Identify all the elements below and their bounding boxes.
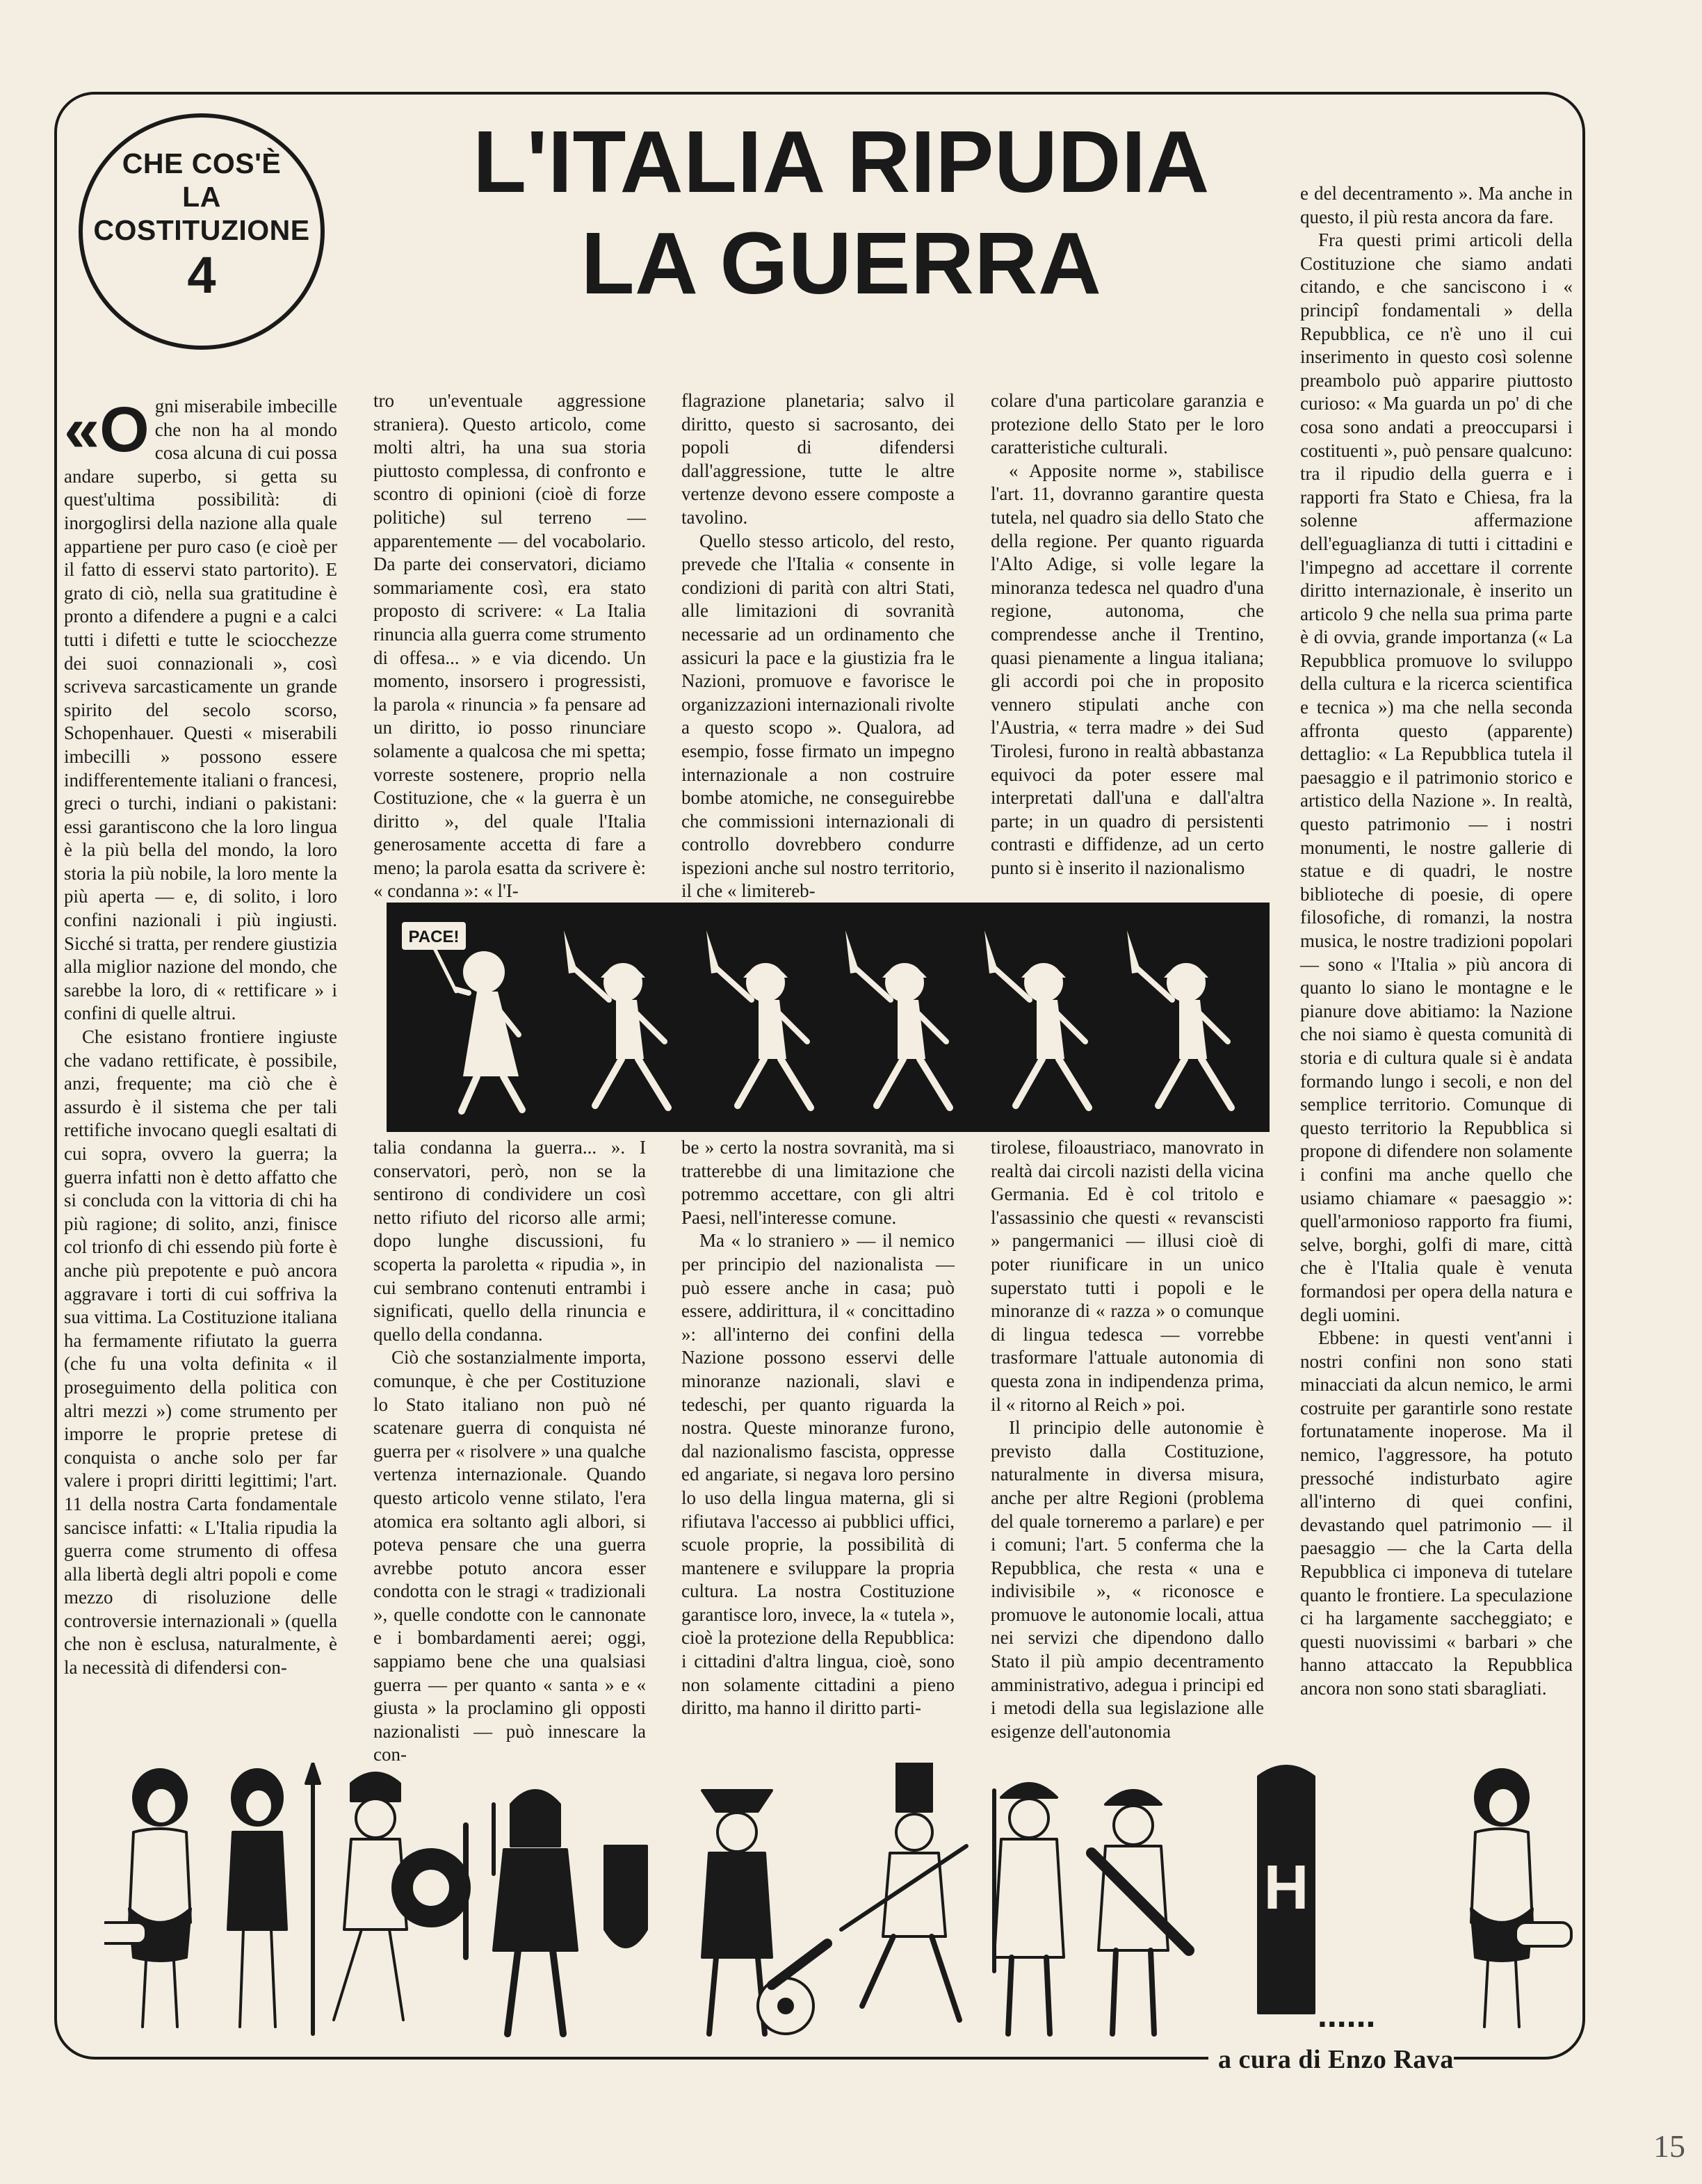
- paragraph: « Apposite norme », stabilisce l'art. 11, dovranno garantire questa tutela, nel quadro sia dello Stato che della regione. Per quanto riguarda l'Alto Adige, si volle legare la minoranza tedesca nel quadro d'una regione, autonoma, che comprendesse anche il Trentino, quasi pienamente a lingua italiana; gli accordi poi che in proposito vennero stipulati anche con l'Austria, « terra madre » dei Sud Tirolesi, furono in realtà abbastanza equivoci da poter essere mal interpretati dall'una e dall'altra parte; in un quadro di persistenti contrasti e diffidenze, ad un certo punto si è inserito il nazionalismo: [991, 460, 1264, 878]
- marching-soldier-figure: [1127, 930, 1231, 1108]
- badge-line-1: CHE COS'È: [122, 147, 282, 179]
- badge-number: 4: [187, 246, 216, 304]
- caveman-figure: [104, 1770, 191, 2027]
- modern-soldier-figure: [1092, 1790, 1189, 2034]
- paragraph: talia condanna la guerra... ». I conservatori, però, non se la sentirono di condividere un così netto rifiuto del ricorso alle armi; dopo lunghe discussioni, fu scoperta la paroletta « ripudia », in cui sembrano contenuti entrambi i significati, quello della rinuncia e quello della condanna.: [373, 1137, 646, 1345]
- paragraph: flagrazione planetaria; salvo il diritto, questo si sacrosanto, dei popoli di difendersi dall'aggressione, tutte le altre vertenze devono essere composte a tavolino.: [681, 390, 955, 528]
- marching-soldier-figure: [845, 930, 950, 1108]
- author-credit: a cura di Enzo Rava: [1208, 2044, 1454, 2075]
- roman-soldier-figure: [334, 1773, 469, 2020]
- knight-figure: [494, 1790, 647, 2034]
- hussar-figure: [841, 1763, 966, 2020]
- column-2-top: [373, 389, 646, 903]
- paragraph: Fra questi primi articoli della Costituzione che siamo andati citando, e che sanciscono i « principî fondamentali » della Repubblica, ce n'è uno il cui inserimento in questo così solenne preambolo può apparire piuttosto curioso: « Ma guarda un po' di che cosa sono andati a preoccuparsi i costituenti », può pensare qualcuno: tra il ripudio della guerra e i rapporti fra Stato e Chiesa, fra la solenne affermazione dell'eguaglianza di tutti i cittadini e l'impegno ad accettare il corrente diritto internazionale, è inserito un articolo 9 che nella sua prima parte è di ovvia, grande importanza (« La Repubblica promuove lo sviluppo della cultura e la ricerca scientifica e tecnica ») ma che nella seconda affronta questo (apparente) dettaglio: « La Repubblica tutela il paesaggio e il patrimonio storico e artistico della Nazione ». In realtà, questo patrimonio — i nostri monumenti, le nostre gallerie di statue e di quadri, le nostre biblioteche di poesie, di opere filosofiche, di romanzi, la nostra musica, le nostre tradizioni popolari — sono « l'Italia » più ancora di quanto lo siano le montagne e le pianure dove abitiamo: la Nazione che noi siamo è questa comunità di storia e di cultura quale si è andata formando lungo i secoli, e non del semplice territorio. Comunque di questo territorio la Repubblica si propone di difendere non solamente i confini ma anche quello che usiamo chiamare « paesaggio »: quell'armonioso rapporto fra fiumi, selve, borghi, golfi di mare, città che è l'Italia quale è venuta formandosi per opera della natura e degli uomini.: [1300, 229, 1573, 1325]
- tricorn-soldier-figure: [702, 1790, 827, 2034]
- marching-figures-illustration: [387, 903, 1270, 1132]
- caveman-spear-figure: [228, 1763, 320, 2034]
- paragraph: Quello stesso articolo, del resto, prevede che l'Italia « consente in condizioni di parità con altri Stati, alle limitazioni di sovranità necessarie ad un ordinamento che assicuri la pace e la giustizia fra le Nazioni, promuove e favorisce le organizzazioni internazionali rivolte a questo scopo ». Qualora, ad esempio, fosse firmato un impegno internazionale a non costruire bombe atomiche, ne conseguirebbe che commissioni internazionali di controllo dovrebbero condurre ispezioni anche sul nostro territorio, il che « limitereb-: [681, 530, 955, 902]
- warriors-parade-svg: [104, 1763, 1599, 2055]
- pace-sign-text: PACE!: [408, 928, 460, 946]
- paragraph: tro un'eventuale aggressione straniera). Questo articolo, come molti altri, ha una sua storia piuttosto complessa, di confronto e scontro di opinioni (cioè di forze politiche) sul terreno — apparentemente — del vocabolario. Da parte dei conservatori, diciamo sommariamente così, era stato proposto di scrivere: « La Italia rinuncia alla guerra come strumento di offesa... » e via dicendo. Un momento, insorsero i progressisti, la parola « rinuncia » fa pensare ad un diritto, io posso rinunciare solamente a qualcosa che mi spetta; vorreste sostenere, proprio nella Costituzione, che « la guerra è un diritto », del quale l'Italia generosamente accetta di fare a meno; la parola esatta da scrivere è: « condanna »: « l'I-: [373, 390, 646, 902]
- caveman-final-figure: [1471, 1770, 1571, 2027]
- badge-line-2: LA: [182, 181, 221, 213]
- article-headline: [389, 111, 1293, 314]
- column-2-bottom: [373, 1136, 646, 1767]
- marching-soldier-figure: [564, 930, 668, 1108]
- column-3-bottom: [681, 1136, 955, 1720]
- marching-figures-svg: [387, 903, 1270, 1132]
- paragraph: Ciò che sostanzialmente importa, comunque, è che per Costituzione lo Stato italiano non può né scatenare guerra di conquista né guerra per « risolvere » una qualche vertenza internazionale. Quando questo articolo venne stilato, l'era atomica era soltanto agli albori, si poteva pensare che una guerra avrebbe potuto ancora esser condotta con le stragi « tradizionali », quelle condotte con le cannonate e i bombardamenti aerei; oggi, sappiamo bene che una qualsiasi guerra — per quanto « santa » e « giusta » la proclamino gli opposti nazionalisti — può innescare la con-: [373, 1347, 646, 1765]
- paragraph: colare d'una particolare garanzia e protezione dello Stato per le loro caratteristiche culturali.: [991, 390, 1264, 458]
- paragraph: Che esistano frontiere ingiuste che vadano rettificate, è possibile, anzi, frequente; ma ciò che è assurdo è il sistema che per tali rettifiche invocano quegli esaltati di cui sopra, ovvero la guerra; la guerra infatti non è detto affatto che si concluda con la vittoria di chi ha più ragione; di solito, anzi, finisce col trionfo di chi essendo più forte è anche più prepotente e può ancora aggravare i torti di cui soffriva la sua vittima. La Costituzione italiana ha fermamente rifiutato la guerra (che fu una volta definita « il proseguimento della politica con altri mezzi ») come strumento per imporre le proprie pretese di conquista o anche solo per far valere i propri diritti legittimi; l'art. 11 della nostra Carta fondamentale sancisce infatti: « L'Italia ripudia la guerra come strumento di offesa alla libertà degli altri popoli e come mezzo di risoluzione delle controversie internazionali » (quella che non è esclusa, naturalmente, è la necessità di difendersi con-: [64, 1026, 337, 1679]
- headline-line-1: L'ITALIA RIPUDIA: [473, 113, 1210, 211]
- paragraph: tirolese, filoaustriaco, manovrato in realtà dai circoli nazisti della vicina Germania. Ed è col tritolo e l'assassinio che questi « revanscisti » pangermanici — illusi cioè di poter riunificare in un unico superstato tutti i popoli e le minoranze di « razza » o comunque di lingua tedesca — vorrebbe trasformare l'attuale autonomia di questa zona in indipendenza prima, il « ritorno al Reich » poi.: [991, 1137, 1264, 1415]
- headline-line-2: LA GUERRA: [581, 214, 1102, 312]
- paragraph: Il principio delle autonomie è previsto dalla Costituzione, naturalmente in diversa misura, anche per altre Regioni (problema del quale torneremo a parlare) e per i comuni; l'art. 5 conferma che la Repubblica, che resta « una e indivisibile », « riconosce e promuove le autonomie locali, attua nei servizi che dipendono dallo Stato il più ampio decentramento amministrativo, adegua i principi ed i metodi della sua legislazione alle esigenze dell'autonomia: [991, 1417, 1264, 1742]
- ellipsis-dots: ......: [1318, 1996, 1376, 2035]
- leader-figure: [402, 922, 522, 1111]
- drop-cap: «O: [64, 394, 149, 465]
- paragraph: Ma « lo straniero » — il nemico per principio del nazionalista — può essere anche in casa; può essere, addirittura, il « concittadino »: all'interno dei confini della Nazione possono esservi delle minoranze nazionali, slavi e tedeschi, per quanto riguarda la nostra. Queste minoranze furono, dal nazionalismo fascista, oppresse ed angariate, si negava loro persino lo uso della lingua materna, gli si rifiutava l'accesso ai pubblici uffici, scuole proprie, la possibilità di mantenere e sviluppare la propria cultura. La nostra Costituzione garantisce loro, invece, la « tutela », cioè la protezione della Repubblica: i cittadini d'altra lingua, cioè, sono non solamente cittadini a pieno diritto, ma hanno il diritto parti-: [681, 1230, 955, 1719]
- column-4-bottom: [991, 1136, 1264, 1743]
- series-badge: [79, 113, 325, 350]
- page-number: 15: [1653, 2128, 1685, 2164]
- marching-soldier-figure: [984, 930, 1089, 1108]
- colonial-soldier-figure: [994, 1783, 1064, 2034]
- paragraph: «Ogni miserabile imbecille che non ha al mondo cosa alcuna di cui possa andare superbo, si getta su quest'ultima possibilità: di inorgoglirsi della nazione alla quale appartiene per puro caso (e cioè per il fatto di esservi stato partorito). E grato di ciò, nella sua gratitudine è pronto a difendere a pugni e a calci tutti i difetti e tutte le sciocchezze dei suoi connazionali », così scriveva sarcasticamente un grande spirito del secolo scorso, Schopenhauer. Questi « miserabili imbecilli » possono essere indifferentemente italiani o francesi, greci o turchi, indiani o pakistani: essi garantiscono che la loro lingua è la più bella del mondo, la loro storia la più nobile, la loro mente la più aperta — e, di solito, i loro confini nazionali i più ingiusti. Sicché si tratta, per rendere giustizia alla miglior nazione del mondo, che sarebbe la loro, di « rettificare » i confini di quelle altrui.: [64, 394, 337, 1024]
- warriors-parade-illustration: [104, 1763, 1599, 2055]
- column-4-top: [991, 389, 1264, 880]
- h-bomb-figure: [1258, 1766, 1375, 2035]
- marching-soldier-figure: [706, 930, 811, 1108]
- column-5: [1300, 182, 1573, 1701]
- paragraph: be » certo la nostra sovranità, ma si tratterebbe di una limitazione che potremmo accettare, con gli altri Paesi, nell'interesse comune.: [681, 1137, 955, 1228]
- paragraph: e del decentramento ». Ma anche in questo, il più resta ancora da fare.: [1300, 183, 1573, 227]
- paragraph: Ebbene: in questi vent'anni i nostri confini non sono stati minacciati da alcun nemico, le armi costruite per garantirle sono restate fortunatamente inoperose. Ma il nemico, l'aggressore, ha potuto pressoché indisturbato agire all'interno di quei confini, devastando quel patrimonio — il paesaggio — che la Carta della Repubblica ci imponeva di tutelare quanto le frontiere. La speculazione ci ha largamente saccheggiato; e questi nuovissimi « barbari » che hanno attaccato la Repubblica ancora non sono stati sbaragliati.: [1300, 1327, 1573, 1699]
- badge-line-3: COSTITUZIONE: [93, 214, 310, 246]
- bomb-letter: H: [1263, 1853, 1309, 1923]
- column-3-top: [681, 389, 955, 903]
- column-1: [64, 395, 337, 1680]
